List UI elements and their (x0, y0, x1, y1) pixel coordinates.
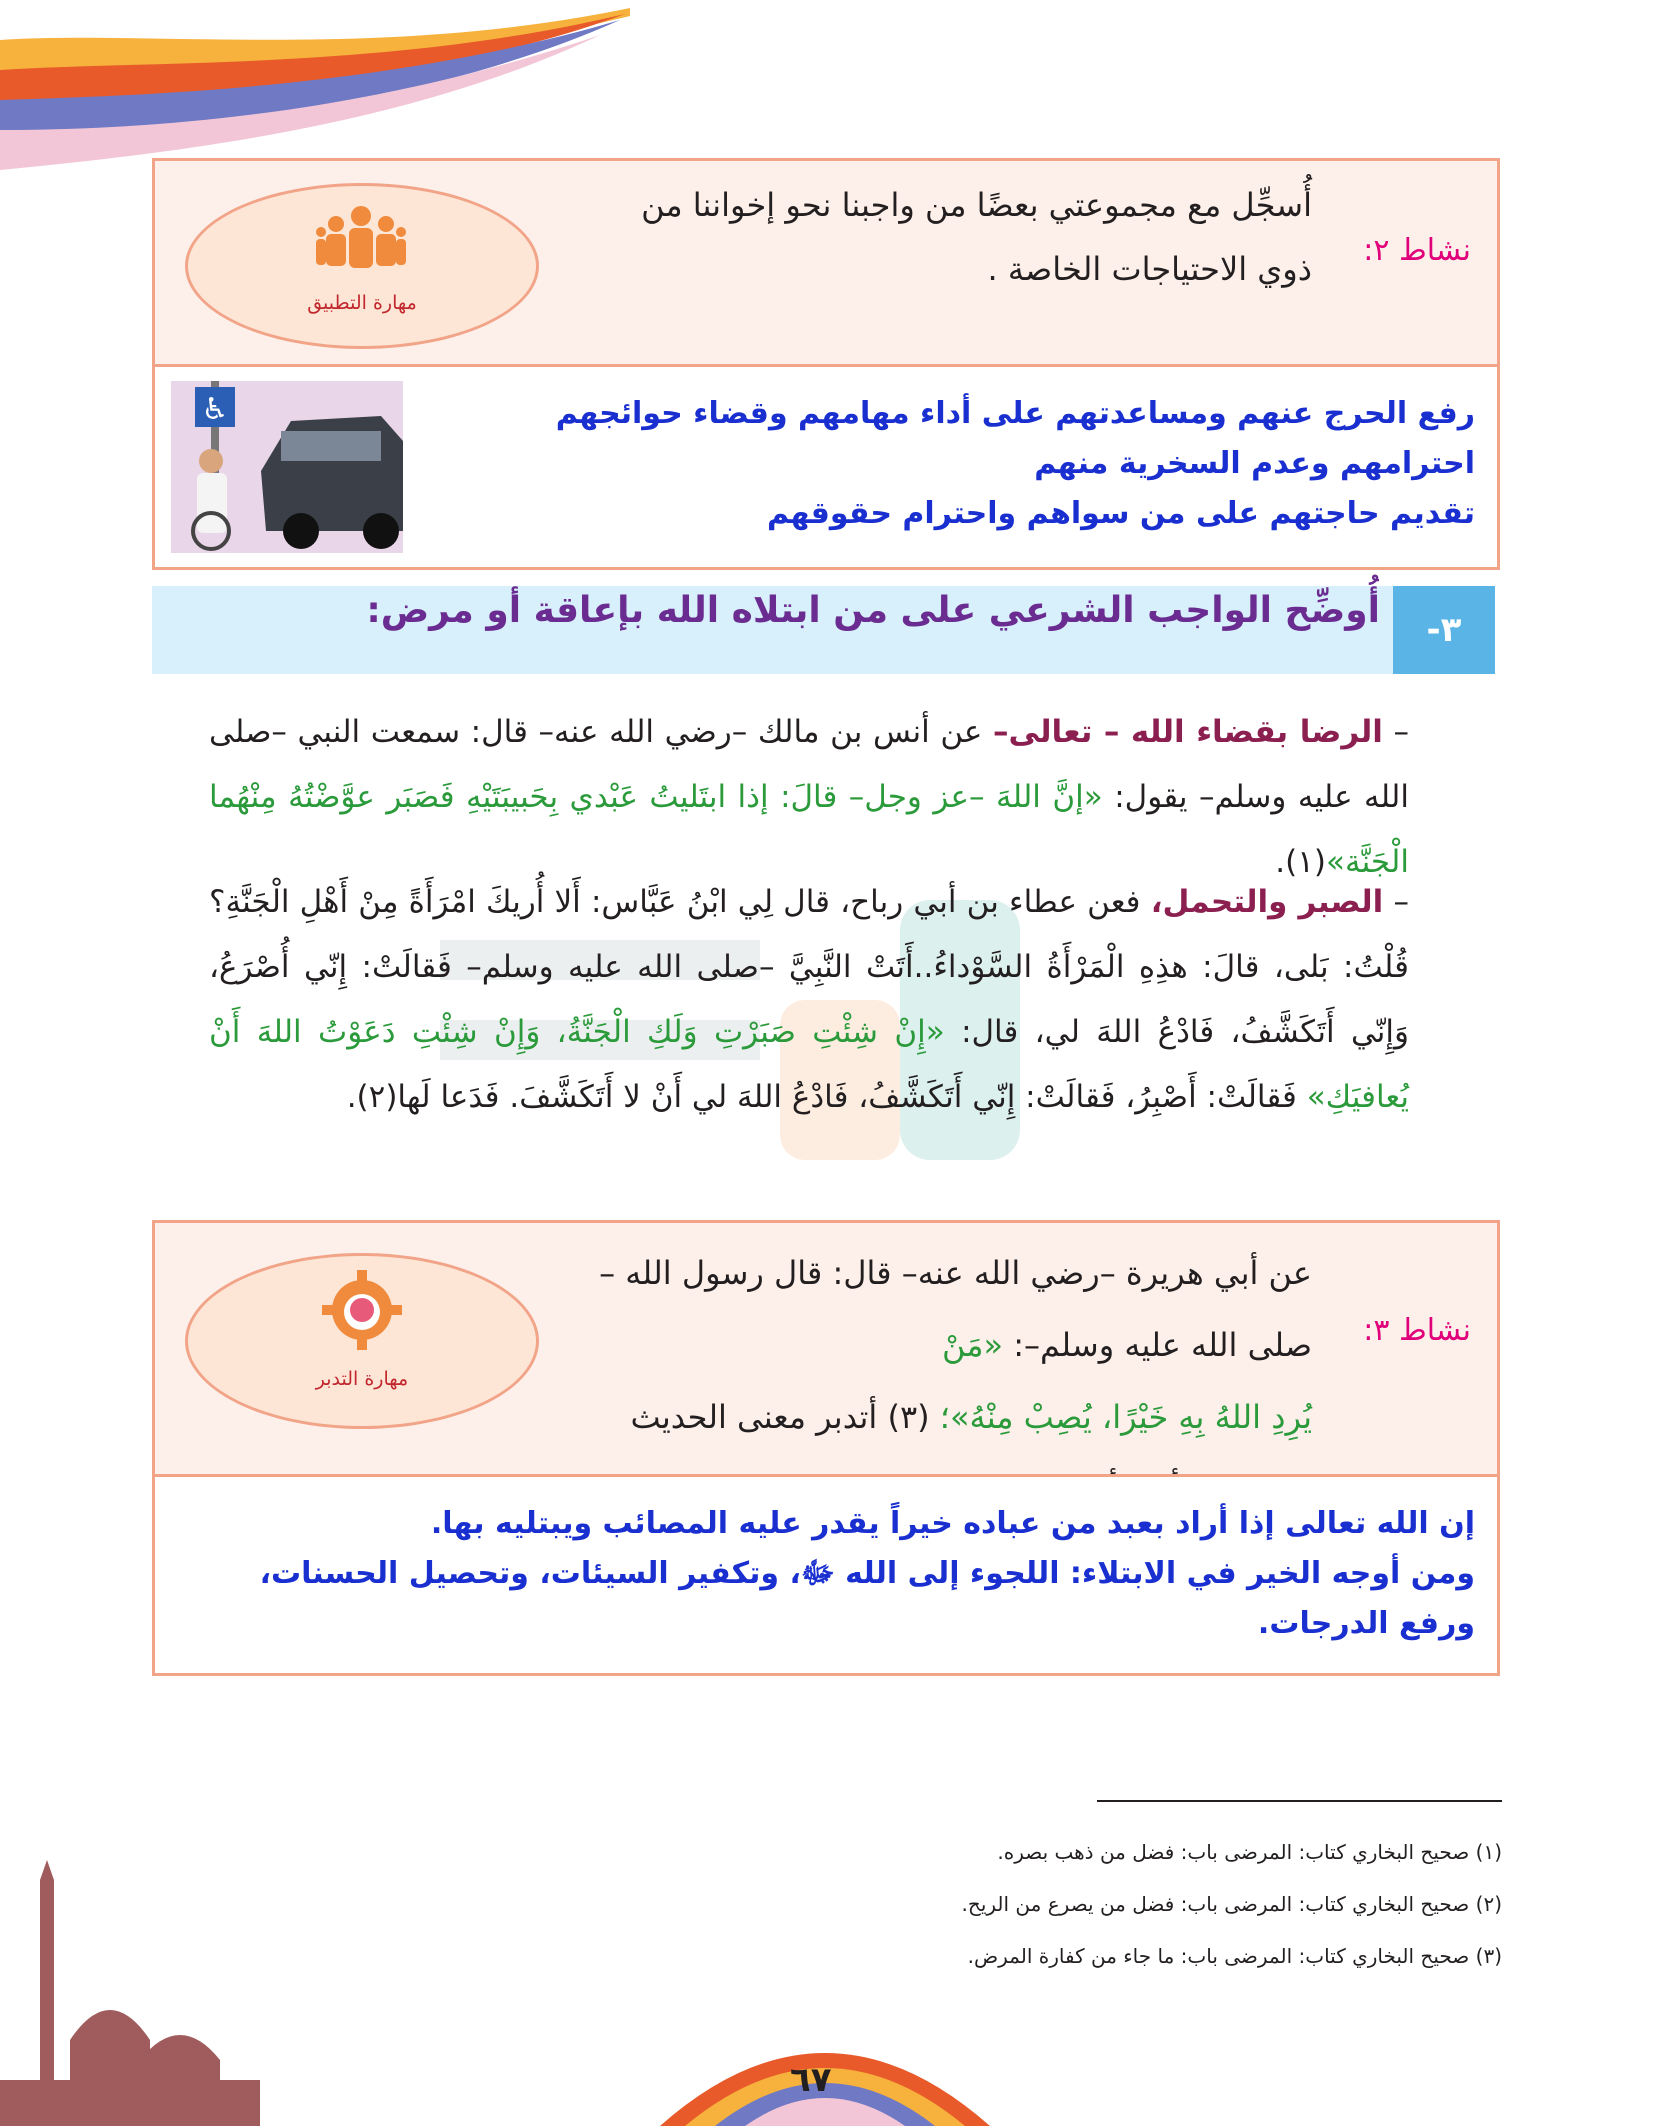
hadith-quote-2: «إِنْ شِئْتِ صَبَرْتِ وَلَكِ الْجَنَّةُ، وَإِنْ شِئْتِ دَعَوْتُ اللهَ أَنْ يُعافيَكِ» (209, 1014, 1409, 1115)
activity-2-box (152, 158, 1500, 370)
paragraph-2-text-1: فعن عطاء بن أبي رباح، قال لِي ابْنُ عَبَّاس: أَلا أُريكَ امْرَأَةً مِنْ أَهْلِ الْجَنَّةِ؟ قُلْتُ: بَلى، قالَ: هذِهِ الْمَرْأَةُ السَّوْداءُ..أَتَتْ النَّبِيَّ –صلى الله عليه وسلم– فَقالَتْ: إِنّي أُصْرَعُ، وَإِنّي أَتَكَشَّفُ، فَادْعُ اللهَ لي، قال: (209, 884, 1409, 1050)
answer-3-line-1: إن الله تعالى إذا أراد بعبد من عباده خيراً يقدر عليه المصائب ويبتليه بها. (430, 1506, 1475, 1541)
group-people-icon (316, 204, 406, 274)
footnote-2: (٢) صحيح البخاري كتاب: المرضى باب: فضل من يصرع من الريح. (961, 1892, 1502, 1916)
skill-label-application: مهارة التطبيق (307, 292, 417, 314)
skill-label-reflection: مهارة التدبر (315, 1368, 409, 1390)
brain-gear-icon (322, 1270, 402, 1350)
mosque-silhouette (0, 1860, 260, 2126)
activity-2-answers (415, 389, 1475, 539)
activity-2-answer-box (152, 364, 1500, 570)
activity-3-hadith-end: يُرِدِ اللهُ بِهِ خَيْرًا، يُصِبْ مِنْهُ»؛ (939, 1398, 1312, 1436)
activity-3-answer-box (152, 1474, 1500, 1676)
answer-line-1: رفع الحرج عنهم ومساعدتهم على أداء مهامهم وقضاء حوائجهم (555, 396, 1475, 431)
bullet-dash: – (1393, 714, 1410, 750)
paragraph-2-heading: الصبر والتحمل، (1150, 884, 1384, 920)
section-3-header (152, 586, 1495, 674)
activity-2-line-1: أُسجِّل مع مجموعتي بعضًا من واجبنا نحو إخواننا من (641, 186, 1312, 224)
skill-badge-reflection (185, 1253, 539, 1429)
bullet-dash: – (1393, 884, 1409, 920)
activity-2-label: نشاط ٢: (1363, 233, 1471, 268)
paragraph-1-text: عن أنس بن مالك –رضي الله عنه– قال: سمعت النبي –صلى الله عليه وسلم– يقول: (209, 714, 1409, 815)
wheelchair-parking-illustration (171, 381, 403, 553)
answer-line-2: احترامهم وعدم السخرية منهم (1034, 446, 1475, 481)
activity-3-line-1: عن أبي هريرة –رضي الله عنه– قال: قال رسول الله –صلى الله عليه وسلم–: (599, 1254, 1312, 1364)
activity-2-line-2: ذوي الاحتياجات الخاصة . (987, 250, 1312, 288)
footnote-ref-2: (٢). (346, 1079, 398, 1115)
section-3-number: ٣- (1393, 586, 1495, 674)
decorative-ribbon (0, 0, 640, 170)
answer-3-line-2: ومن أوجه الخير في الابتلاء: اللجوء إلى الله ﷻ، وتكفير السيئات، وتحصيل الحسنات، ورفع الدرجات. (259, 1556, 1475, 1641)
paragraph-1-heading: الرضا بقضاء الله – تعالى– (993, 714, 1383, 750)
paragraph-patience (209, 870, 1409, 1130)
paragraph-2-text-2: فَقالَتْ: أَصْبِرُ، فَقالَتْ: إِنّي أَتَكَشَّفُ، فَادْعُ اللهَ لي أَنْ لا أَتَكَشَّفَ. فَدَعا لَها (397, 1079, 1297, 1115)
activity-3-hadith-start: «مَنْ (941, 1326, 1004, 1364)
answer-line-3: تقديم حاجتهم على من سواهم واحترام حقوقهم (766, 496, 1475, 531)
activity-2-prompt (552, 173, 1312, 301)
footnote-1: (١) صحيح البخاري كتاب: المرضى باب: فضل من ذهب بصره. (997, 1840, 1502, 1864)
footnote-ref-1: (١). (1275, 844, 1326, 880)
paragraph-contentment (209, 700, 1409, 895)
skill-badge-application (185, 183, 539, 349)
hadith-quote-1: «إنَّ اللهَ –عز وجل– قالَ: إذا ابتَليتُ عَبْدي بِحَبيبَتَيْهِ فَصَبَر عوَّضْتُهُ مِنْهُما الْجَنَّة» (209, 779, 1409, 880)
footnote-3: (٣) صحيح البخاري كتاب: المرضى باب: ما جاء من كفارة المرض. (967, 1944, 1502, 1968)
section-3-title: أُوضِّح الواجب الشرعي على من ابتلاه الله بإعاقة أو مرض: (366, 590, 1380, 631)
activity-3-box (152, 1220, 1500, 1480)
footnote-divider (1097, 1800, 1502, 1802)
svg-text:♿: ♿ (201, 392, 229, 427)
activity-3-answers (185, 1499, 1475, 1649)
activity-3-label: نشاط ٣: (1363, 1313, 1471, 1348)
page-number: ٦٧ (790, 2060, 832, 2100)
activity-3-line-2: (٣) أتدبر معنى الحديث (630, 1398, 940, 1436)
